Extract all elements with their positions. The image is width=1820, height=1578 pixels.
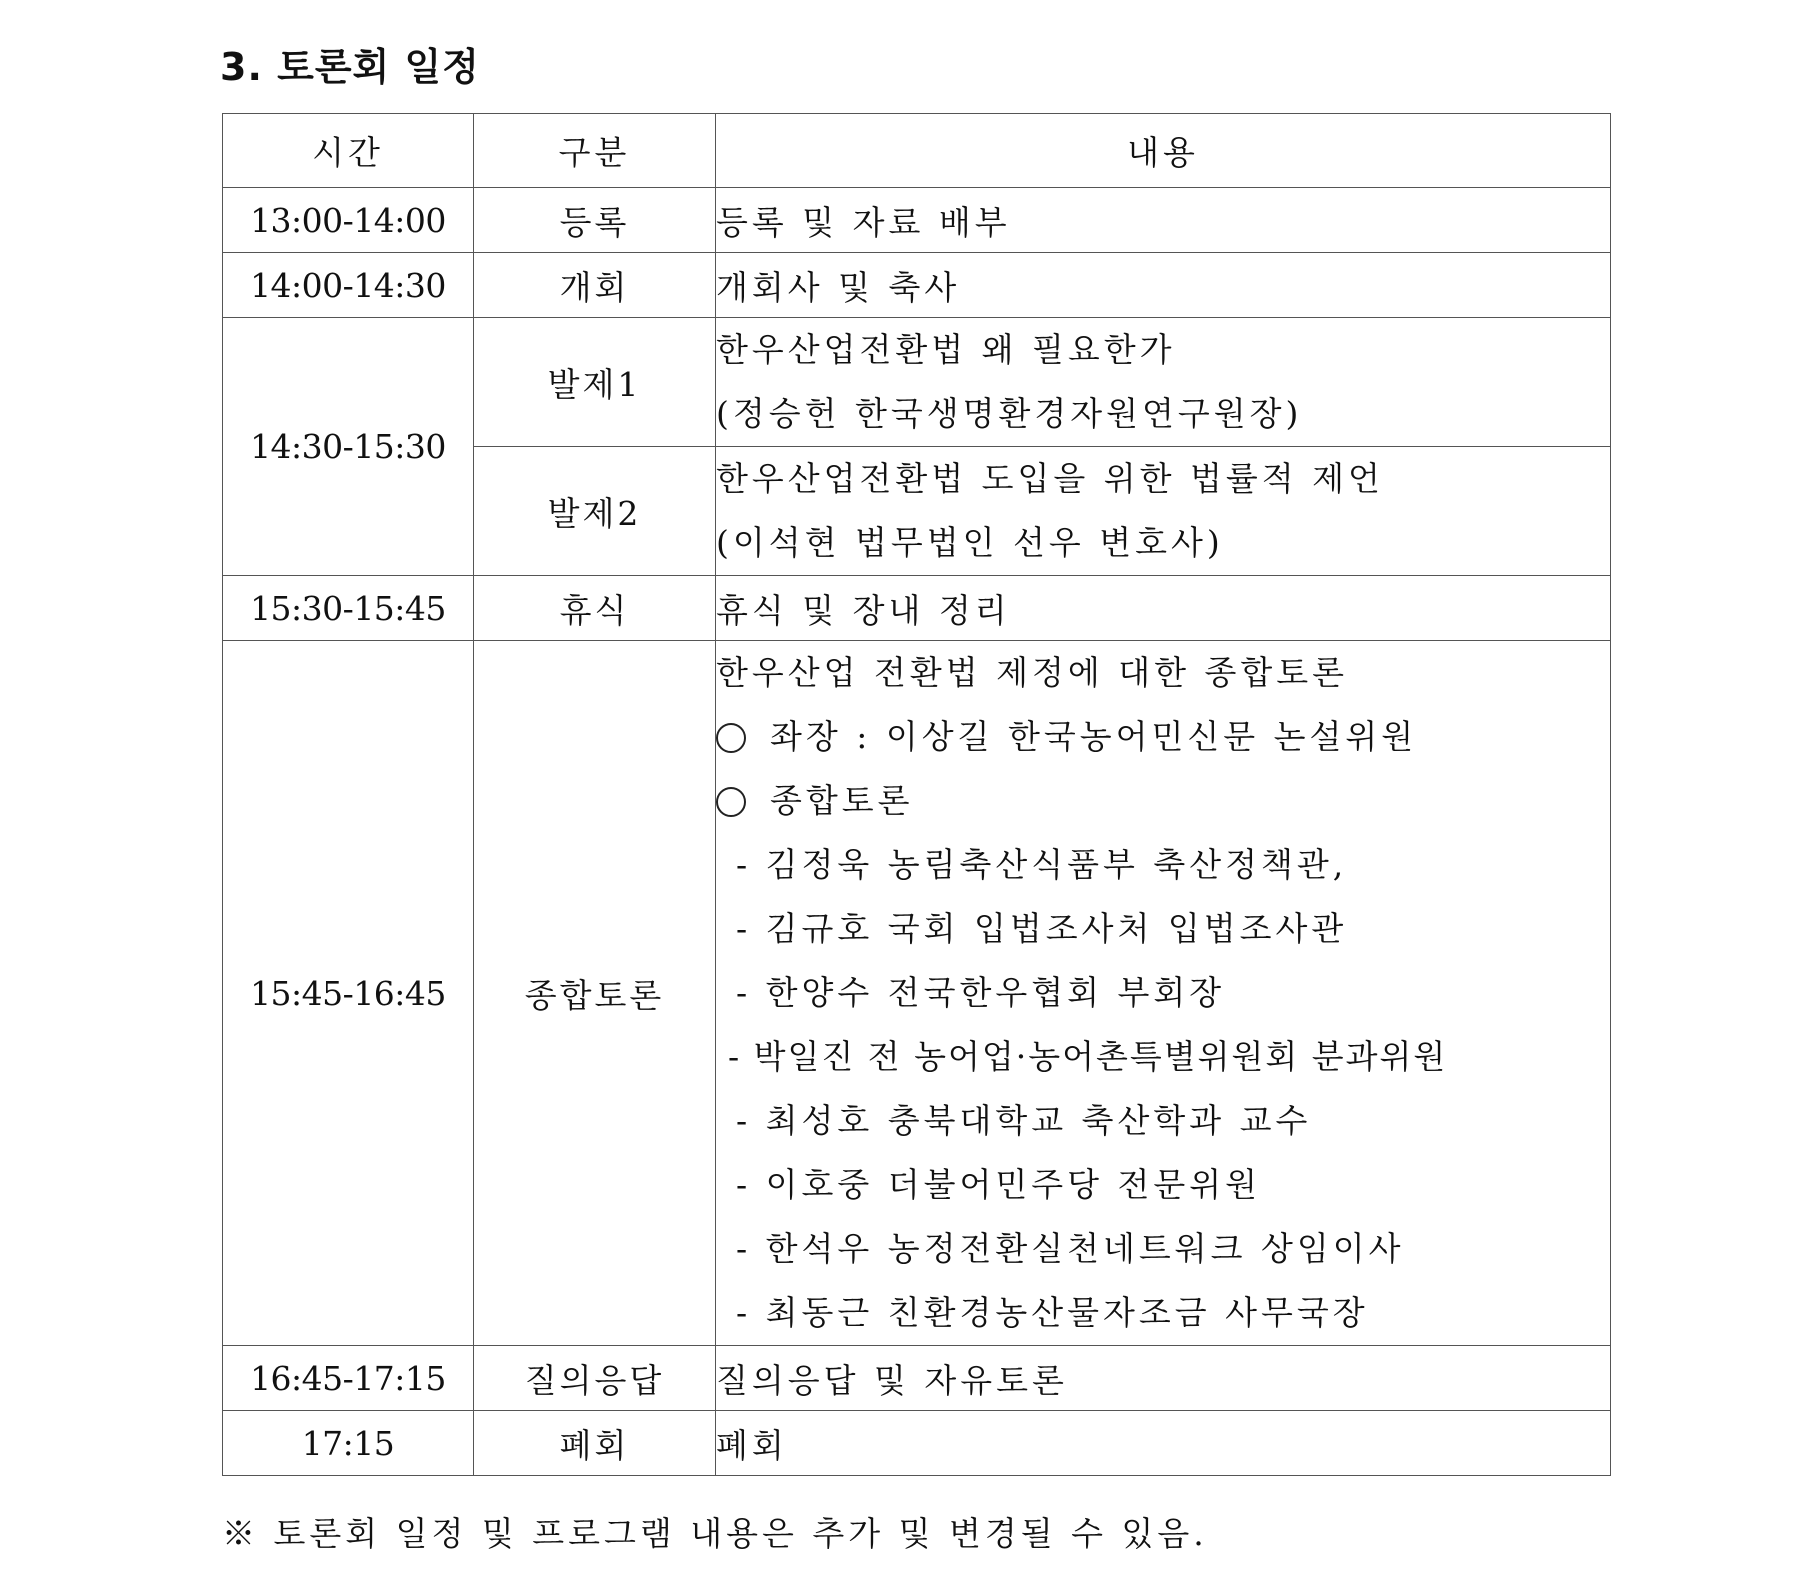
table-row	[223, 188, 1611, 253]
content-cell	[716, 641, 1611, 1346]
table-row	[223, 1346, 1611, 1411]
header-time: 시간	[223, 114, 474, 188]
time-cell: 15:30-15:45	[223, 576, 474, 641]
header-category: 구분	[474, 114, 716, 188]
content-text: 좌장 : 이상길 한국농어민신문 논설위원	[770, 717, 1418, 756]
content-cell: 개회사 및 축사	[716, 253, 1611, 318]
panelist-line: - 한양수 전국한우협회 부회장	[736, 973, 1226, 1012]
content-line: 한우산업전환법 도입을 위한 법률적 제언	[716, 459, 1384, 498]
table-row	[223, 576, 1611, 641]
content-line	[716, 705, 1610, 769]
content-cell	[716, 447, 1611, 576]
category-cell: 질의응답	[474, 1346, 716, 1411]
panelist-line: - 한석우 농정전환실천네트워크 상임이사	[736, 1229, 1405, 1268]
panelist-line: - 최성호 충북대학교 축산학과 교수	[736, 1101, 1312, 1140]
table-header-row	[223, 114, 1611, 188]
table-row	[223, 318, 1611, 447]
category-cell: 발제1	[474, 318, 716, 447]
time-cell: 15:45-16:45	[223, 641, 474, 1346]
content-line: (정승헌 한국생명환경자원연구원장)	[716, 394, 1303, 433]
content-line: (이석현 법무법인 선우 변호사)	[716, 523, 1224, 562]
time-cell: 17:15	[223, 1411, 474, 1476]
content-cell: 폐회	[716, 1411, 1611, 1476]
content-line	[716, 769, 1610, 833]
panelist-line: - 이호중 더불어민주당 전문위원	[736, 1165, 1262, 1204]
content-text: 종합토론	[770, 781, 914, 820]
time-cell: 16:45-17:15	[223, 1346, 474, 1411]
category-cell: 휴식	[474, 576, 716, 641]
time-cell: 14:30-15:30	[223, 318, 474, 576]
time-cell: 13:00-14:00	[223, 188, 474, 253]
category-cell: 폐회	[474, 1411, 716, 1476]
content-cell: 휴식 및 장내 정리	[716, 576, 1611, 641]
table-row	[223, 641, 1611, 1346]
table-row	[223, 1411, 1611, 1476]
panelist-line: - 박일진 전 농어업·농어촌특별위원회 분과위원	[728, 1037, 1448, 1076]
content-line: 한우산업전환법 왜 필요한가	[716, 330, 1176, 369]
circle-bullet-icon	[716, 787, 746, 817]
content-cell: 질의응답 및 자유토론	[716, 1346, 1611, 1411]
content-line: 한우산업 전환법 제정에 대한 종합토론	[716, 653, 1349, 692]
category-cell: 발제2	[474, 447, 716, 576]
circle-bullet-icon	[716, 723, 746, 753]
header-content: 내용	[716, 114, 1611, 188]
panelist-line: - 최동근 친환경농산물자조금 사무국장	[736, 1293, 1369, 1332]
panelist-line: - 김정욱 농림축산식품부 축산정책관,	[736, 845, 1348, 884]
time-cell: 14:00-14:30	[223, 253, 474, 318]
content-cell: 등록 및 자료 배부	[716, 188, 1611, 253]
category-cell: 개회	[474, 253, 716, 318]
content-cell	[716, 318, 1611, 447]
table-row	[223, 253, 1611, 318]
category-cell: 등록	[474, 188, 716, 253]
category-cell: 종합토론	[474, 641, 716, 1346]
schedule-table	[222, 113, 1611, 1476]
section-heading: 3. 토론회 일정	[220, 45, 480, 89]
panelist-line: - 김규호 국회 입법조사처 입법조사관	[736, 909, 1348, 948]
footnote: ※ 토론회 일정 및 프로그램 내용은 추가 및 변경될 수 있음.	[222, 1514, 1208, 1553]
